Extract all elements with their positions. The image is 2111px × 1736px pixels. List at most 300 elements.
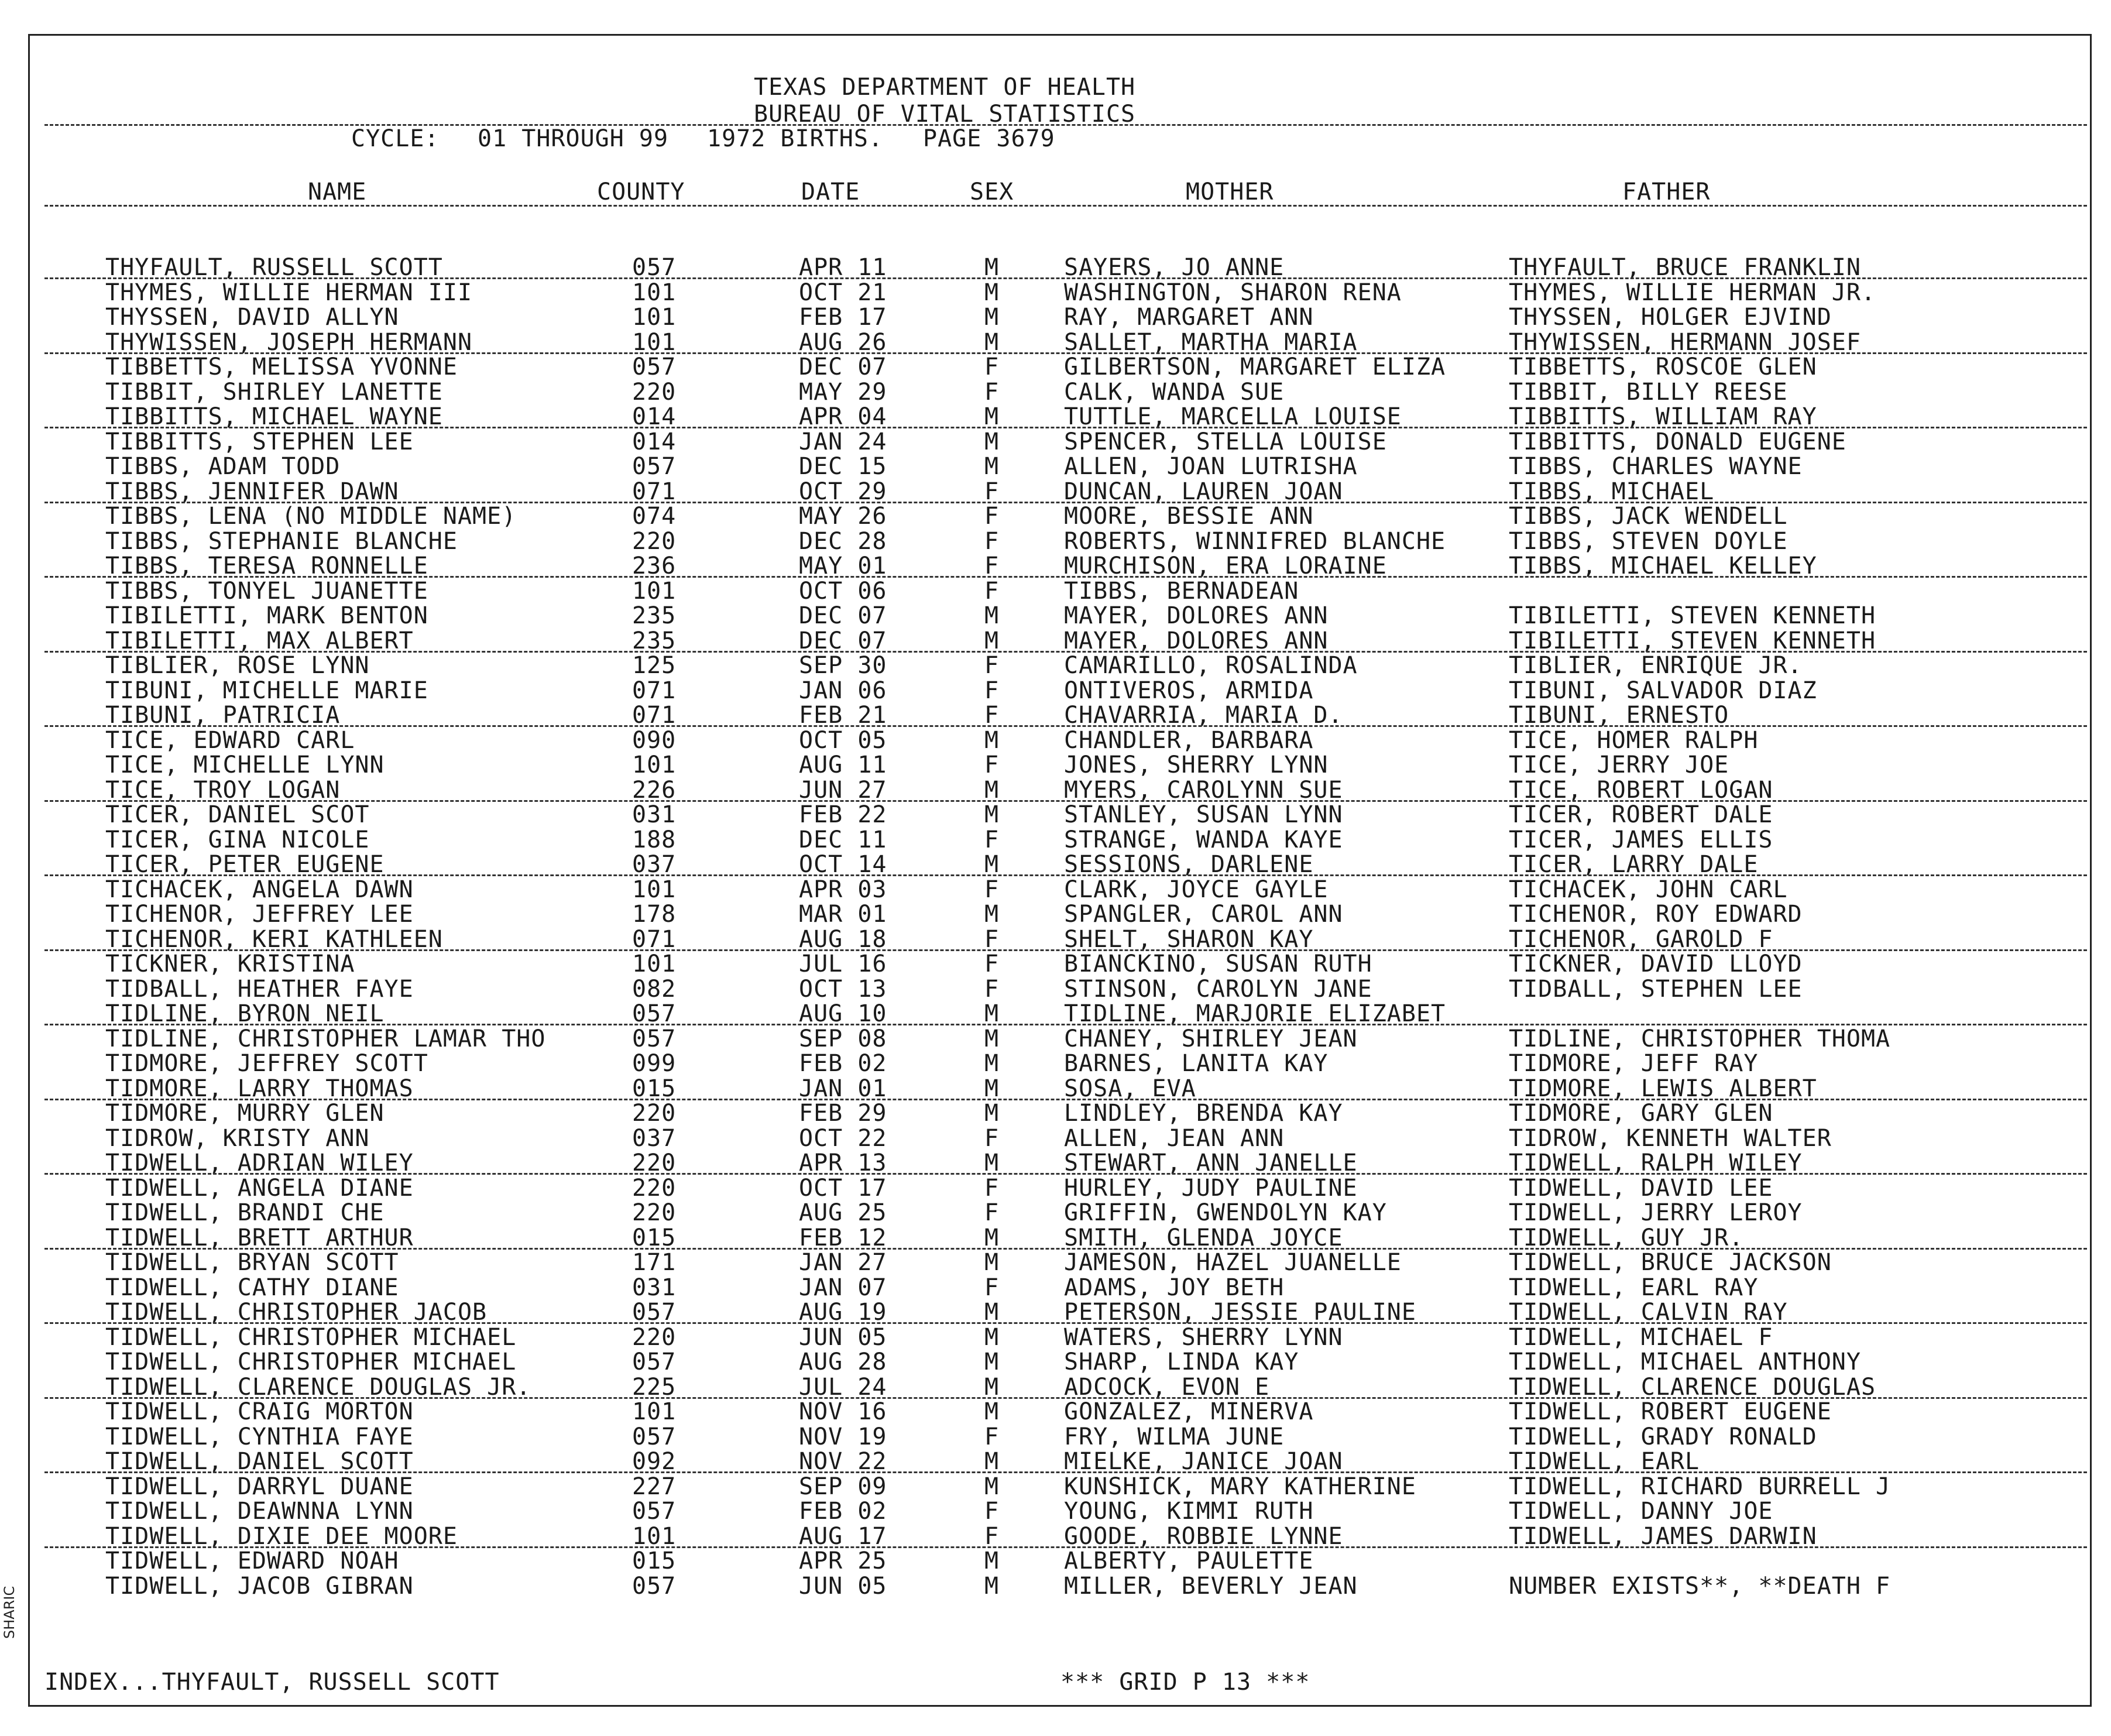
column-header-county: COUNTY xyxy=(597,179,685,205)
table-row xyxy=(0,828,2111,852)
cell-name: TICHACEK, ANGELA DAWN xyxy=(105,876,414,903)
cell-sex: M xyxy=(984,1572,1000,1600)
cell-father: TIBILETTI, STEVEN KENNETH xyxy=(1509,627,1876,654)
cell-county: 225 xyxy=(632,1373,677,1401)
cell-name: TIDWELL, CLARENCE DOUGLAS JR. xyxy=(105,1373,531,1401)
cell-county: 057 xyxy=(632,453,677,480)
cell-father: TIBLIER, ENRIQUE JR. xyxy=(1509,652,1803,679)
cell-father: TICE, JERRY JOE xyxy=(1509,752,1729,778)
cell-date: APR 11 xyxy=(799,254,887,281)
cell-county: 057 xyxy=(632,1299,677,1326)
cell-mother: STEWART, ANN JANELLE xyxy=(1064,1150,1358,1176)
cell-date: DEC 28 xyxy=(799,527,887,555)
cell-sex: F xyxy=(984,652,1000,679)
cell-date: JAN 07 xyxy=(799,1274,887,1301)
cell-county: 015 xyxy=(632,1548,677,1574)
cell-date: OCT 17 xyxy=(799,1174,887,1202)
cell-date: JUL 16 xyxy=(799,951,887,977)
table-row xyxy=(0,1151,2111,1175)
cell-sex: F xyxy=(984,478,1000,505)
cell-mother: ALLEN, JEAN ANN xyxy=(1064,1124,1285,1152)
cell-mother: SALLET, MARTHA MARIA xyxy=(1064,328,1358,356)
cell-county: 101 xyxy=(632,328,677,356)
cell-county: 037 xyxy=(632,851,677,878)
cell-name: TIBBS, LENA (NO MIDDLE NAME) xyxy=(105,503,517,530)
cell-date: MAY 01 xyxy=(799,553,887,579)
cell-father: TIBBIT, BILLY REESE xyxy=(1509,378,1788,406)
table-row xyxy=(0,1101,2111,1126)
cell-name: TIBBETTS, MELISSA YVONNE xyxy=(105,354,458,380)
cell-county: 099 xyxy=(632,1050,677,1077)
table-row xyxy=(0,1524,2111,1549)
cell-county: 092 xyxy=(632,1448,677,1475)
cell-father: THYSSEN, HOLGER EJVIND xyxy=(1509,304,1832,331)
cell-county: 226 xyxy=(632,776,677,804)
cell-sex: M xyxy=(984,1249,1000,1276)
cell-father: TICHENOR, ROY EDWARD xyxy=(1509,901,1803,928)
cell-father: TICE, HOMER RALPH xyxy=(1509,726,1759,754)
table-row xyxy=(0,1176,2111,1200)
cell-date: MAY 26 xyxy=(799,503,887,530)
table-row xyxy=(0,1027,2111,1051)
table-row xyxy=(0,1300,2111,1325)
cell-name: TIDWELL, BRYAN SCOTT xyxy=(105,1249,399,1276)
cell-father: TIBBETTS, ROSCOE GLEN xyxy=(1509,354,1817,380)
cell-date: NOV 16 xyxy=(799,1398,887,1425)
cell-mother: JAMESON, HAZEL JUANELLE xyxy=(1064,1249,1402,1276)
cell-sex: M xyxy=(984,627,1000,654)
cell-name: TIBILETTI, MARK BENTON xyxy=(105,602,428,629)
cell-father: TIDWELL, GUY JR. xyxy=(1509,1224,1744,1251)
cell-county: 236 xyxy=(632,553,677,579)
cell-county: 220 xyxy=(632,378,677,406)
table-row xyxy=(0,330,2111,355)
cell-name: THYMES, WILLIE HERMAN III xyxy=(105,279,473,306)
cell-county: 057 xyxy=(632,1572,677,1600)
cell-mother: MAYER, DOLORES ANN xyxy=(1064,627,1329,654)
cell-father: TIDWELL, ROBERT EUGENE xyxy=(1509,1398,1832,1425)
cell-mother: SOSA, EVA xyxy=(1064,1075,1196,1102)
cell-name: TIBILETTI, MAX ALBERT xyxy=(105,627,414,654)
cell-county: 101 xyxy=(632,752,677,778)
cell-mother: JONES, SHERRY LYNN xyxy=(1064,752,1329,778)
cell-county: 015 xyxy=(632,1224,677,1251)
cell-name: TIDLINE, BYRON NEIL xyxy=(105,1000,385,1027)
cell-father: TICHACEK, JOHN CARL xyxy=(1509,876,1788,903)
cell-sex: F xyxy=(984,826,1000,853)
cell-name: TIBBS, ADAM TODD xyxy=(105,453,341,480)
cell-father: TIDWELL, RALPH WILEY xyxy=(1509,1150,1803,1176)
cell-county: 125 xyxy=(632,652,677,679)
cell-name: TIDWELL, ADRIAN WILEY xyxy=(105,1150,414,1176)
cell-mother: CHANEY, SHIRLEY JEAN xyxy=(1064,1025,1358,1052)
cell-mother: ALLEN, JOAN LUTRISHA xyxy=(1064,453,1358,480)
table-row xyxy=(0,579,2111,603)
cell-date: JAN 01 xyxy=(799,1075,887,1102)
cell-date: DEC 11 xyxy=(799,826,887,853)
cell-county: 031 xyxy=(632,1274,677,1301)
cell-name: TIDWELL, DIXIE DEE MOORE xyxy=(105,1522,458,1550)
cell-date: AUG 28 xyxy=(799,1349,887,1375)
cell-sex: F xyxy=(984,677,1000,704)
cell-county: 057 xyxy=(632,1423,677,1450)
cell-county: 220 xyxy=(632,1150,677,1176)
table-row xyxy=(0,753,2111,777)
cell-father: TICER, LARRY DALE xyxy=(1509,851,1759,878)
table-row xyxy=(0,802,2111,827)
cell-father: TIDWELL, MICHAEL ANTHONY xyxy=(1509,1349,1861,1375)
table-row xyxy=(0,927,2111,952)
cell-sex: F xyxy=(984,752,1000,778)
cell-date: AUG 11 xyxy=(799,752,887,778)
cell-father: TIDWELL, BRUCE JACKSON xyxy=(1509,1249,1832,1276)
cell-father: TIDWELL, CALVIN RAY xyxy=(1509,1299,1788,1326)
cell-mother: TUTTLE, MARCELLA LOUISE xyxy=(1064,403,1402,430)
cell-date: DEC 15 xyxy=(799,453,887,480)
table-row xyxy=(0,1499,2111,1524)
cell-father: TIDROW, KENNETH WALTER xyxy=(1509,1124,1832,1152)
cell-county: 057 xyxy=(632,1025,677,1052)
cell-mother: STINSON, CAROLYN JANE xyxy=(1064,975,1372,1003)
cell-father: TICER, JAMES ELLIS xyxy=(1509,826,1773,853)
cell-father: NUMBER EXISTS**, **DEATH F xyxy=(1509,1572,1891,1600)
cell-name: TICE, EDWARD CARL xyxy=(105,726,355,754)
cell-name: TIDWELL, DEAWNNA LYNN xyxy=(105,1498,414,1525)
cell-father: TICHENOR, GAROLD F xyxy=(1509,925,1773,953)
cell-sex: F xyxy=(984,577,1000,605)
cell-date: FEB 17 xyxy=(799,304,887,331)
cell-mother: YOUNG, KIMMI RUTH xyxy=(1064,1498,1314,1525)
cell-name: TICER, DANIEL SCOT xyxy=(105,801,370,828)
cell-date: OCT 05 xyxy=(799,726,887,754)
cell-sex: F xyxy=(984,1498,1000,1525)
cell-mother: WATERS, SHERRY LYNN xyxy=(1064,1323,1343,1351)
cell-sex: M xyxy=(984,726,1000,754)
cell-date: DEC 07 xyxy=(799,602,887,629)
cell-name: TIDWELL, CYNTHIA FAYE xyxy=(105,1423,414,1450)
cell-county: 057 xyxy=(632,354,677,380)
cell-name: THYWISSEN, JOSEPH HERMANN xyxy=(105,328,473,356)
table-row xyxy=(0,1399,2111,1424)
cycle-label: CYCLE: xyxy=(351,125,440,152)
cell-mother: GONZALEZ, MINERVA xyxy=(1064,1398,1314,1425)
cell-date: FEB 22 xyxy=(799,801,887,828)
cell-mother: SPANGLER, CAROL ANN xyxy=(1064,901,1343,928)
cell-date: AUG 18 xyxy=(799,925,887,953)
cell-mother: SESSIONS, DARLENE xyxy=(1064,851,1314,878)
cell-name: TIDWELL, CHRISTOPHER MICHAEL xyxy=(105,1323,517,1351)
cell-date: MAY 29 xyxy=(799,378,887,406)
column-header-date: DATE xyxy=(801,179,860,205)
cell-sex: M xyxy=(984,1323,1000,1351)
cell-date: OCT 14 xyxy=(799,851,887,878)
cell-county: 090 xyxy=(632,726,677,754)
table-row xyxy=(0,479,2111,504)
cell-name: TIDWELL, ANGELA DIANE xyxy=(105,1174,414,1202)
cell-mother: MAYER, DOLORES ANN xyxy=(1064,602,1329,629)
cell-county: 101 xyxy=(632,279,677,306)
cell-mother: MIELKE, JANICE JOAN xyxy=(1064,1448,1343,1475)
cell-mother: CLARK, JOYCE GAYLE xyxy=(1064,876,1329,903)
cell-sex: F xyxy=(984,975,1000,1003)
cell-date: APR 03 xyxy=(799,876,887,903)
cell-county: 188 xyxy=(632,826,677,853)
cell-mother: FRY, WILMA JUNE xyxy=(1064,1423,1285,1450)
cell-father: TIDBALL, STEPHEN LEE xyxy=(1509,975,1803,1003)
cell-county: 014 xyxy=(632,403,677,430)
cell-name: TIDWELL, CHRISTOPHER JACOB xyxy=(105,1299,488,1326)
table-row xyxy=(0,1126,2111,1151)
cell-name: THYFAULT, RUSSELL SCOTT xyxy=(105,254,443,281)
cell-name: TIDWELL, CATHY DIANE xyxy=(105,1274,399,1301)
cell-name: TIDMORE, MURRY GLEN xyxy=(105,1100,385,1127)
cell-date: APR 13 xyxy=(799,1150,887,1176)
table-row xyxy=(0,355,2111,379)
cell-county: 220 xyxy=(632,1174,677,1202)
cell-sex: F xyxy=(984,925,1000,953)
cell-name: TIBBS, JENNIFER DAWN xyxy=(105,478,399,505)
cell-date: APR 04 xyxy=(799,403,887,430)
table-row xyxy=(0,1275,2111,1300)
cell-father: TIDWELL, EARL xyxy=(1509,1448,1700,1475)
cell-county: 082 xyxy=(632,975,677,1003)
table-row xyxy=(0,629,2111,653)
table-row xyxy=(0,1375,2111,1399)
table-row xyxy=(0,1001,2111,1026)
cell-date: OCT 13 xyxy=(799,975,887,1003)
cell-mother: ROBERTS, WINNIFRED BLANCHE xyxy=(1064,527,1446,555)
cell-sex: M xyxy=(984,328,1000,356)
cell-name: TIDWELL, EDWARD NOAH xyxy=(105,1548,399,1574)
cell-sex: F xyxy=(984,354,1000,380)
cell-sex: M xyxy=(984,1075,1000,1102)
cell-name: TIDMORE, LARRY THOMAS xyxy=(105,1075,414,1102)
page-number: PAGE 3679 xyxy=(923,125,1055,152)
table-row xyxy=(0,1226,2111,1250)
cell-date: AUG 25 xyxy=(799,1199,887,1226)
cell-name: TIBBS, TERESA RONNELLE xyxy=(105,553,428,579)
cell-mother: GRIFFIN, GWENDOLYN KAY xyxy=(1064,1199,1387,1226)
divider xyxy=(44,205,2087,207)
table-row xyxy=(0,1549,2111,1573)
table-row xyxy=(0,1474,2111,1499)
cell-name: TICER, GINA NICOLE xyxy=(105,826,370,853)
cell-name: TIBBITTS, MICHAEL WAYNE xyxy=(105,403,443,430)
cell-date: NOV 19 xyxy=(799,1423,887,1450)
cell-mother: MYERS, CAROLYNN SUE xyxy=(1064,776,1343,804)
cell-sex: F xyxy=(984,702,1000,729)
cell-mother: STANLEY, SUSAN LYNN xyxy=(1064,801,1343,828)
table-row xyxy=(0,1325,2111,1350)
cell-mother: GOODE, ROBBIE LYNNE xyxy=(1064,1522,1343,1550)
table-row xyxy=(0,554,2111,578)
cell-county: 071 xyxy=(632,702,677,729)
cell-name: TIDBALL, HEATHER FAYE xyxy=(105,975,414,1003)
table-row xyxy=(0,454,2111,479)
cell-mother: SMITH, GLENDA JOYCE xyxy=(1064,1224,1343,1251)
cell-father: TIDWELL, JAMES DARWIN xyxy=(1509,1522,1817,1550)
cell-county: 057 xyxy=(632,1349,677,1375)
cell-county: 071 xyxy=(632,925,677,953)
cell-name: TIBLIER, ROSE LYNN xyxy=(105,652,370,679)
cell-date: OCT 06 xyxy=(799,577,887,605)
cell-county: 220 xyxy=(632,527,677,555)
cell-date: JUN 27 xyxy=(799,776,887,804)
cell-name: TICER, PETER EUGENE xyxy=(105,851,385,878)
cell-name: TIBUNI, MICHELLE MARIE xyxy=(105,677,428,704)
table-row xyxy=(0,404,2111,429)
cell-sex: M xyxy=(984,304,1000,331)
bureau-title: BUREAU OF VITAL STATISTICS xyxy=(754,101,1136,128)
cell-name: TIDMORE, JEFFREY SCOTT xyxy=(105,1050,428,1077)
cell-sex: M xyxy=(984,1025,1000,1052)
cell-date: JUL 24 xyxy=(799,1373,887,1401)
cell-sex: M xyxy=(984,428,1000,455)
cell-sex: F xyxy=(984,1423,1000,1450)
cell-sex: M xyxy=(984,602,1000,629)
cell-father: TIBBS, STEVEN DOYLE xyxy=(1509,527,1788,555)
cell-county: 071 xyxy=(632,677,677,704)
cell-date: JAN 06 xyxy=(799,677,887,704)
cell-date: AUG 26 xyxy=(799,328,887,356)
cell-county: 057 xyxy=(632,254,677,281)
cell-name: TIDROW, KRISTY ANN xyxy=(105,1124,370,1152)
cell-mother: STRANGE, WANDA KAYE xyxy=(1064,826,1343,853)
cell-father: TIBBS, CHARLES WAYNE xyxy=(1509,453,1803,480)
cell-mother: ADAMS, JOY BETH xyxy=(1064,1274,1285,1301)
cell-sex: F xyxy=(984,1174,1000,1202)
cell-county: 101 xyxy=(632,951,677,977)
cell-father: TIBBS, MICHAEL KELLEY xyxy=(1509,553,1817,579)
cell-date: SEP 30 xyxy=(799,652,887,679)
cell-date: APR 25 xyxy=(799,1548,887,1574)
cell-sex: M xyxy=(984,801,1000,828)
cell-father: TIBBS, MICHAEL xyxy=(1509,478,1715,505)
cell-date: MAR 01 xyxy=(799,901,887,928)
table-row xyxy=(0,255,2111,280)
cell-father: TIDWELL, CLARENCE DOUGLAS xyxy=(1509,1373,1876,1401)
cell-date: AUG 19 xyxy=(799,1299,887,1326)
cell-father: TIBUNI, SALVADOR DIAZ xyxy=(1509,677,1817,704)
cell-sex: M xyxy=(984,1000,1000,1027)
cell-date: FEB 21 xyxy=(799,702,887,729)
cell-father: TICER, ROBERT DALE xyxy=(1509,801,1773,828)
cell-date: FEB 29 xyxy=(799,1100,887,1127)
table-row xyxy=(0,430,2111,454)
cell-sex: F xyxy=(984,527,1000,555)
cell-sex: M xyxy=(984,776,1000,804)
cell-sex: M xyxy=(984,1224,1000,1251)
cell-mother: TIBBS, BERNADEAN xyxy=(1064,577,1299,605)
cell-sex: M xyxy=(984,851,1000,878)
table-row xyxy=(0,678,2111,703)
cell-mother: BARNES, LANITA KAY xyxy=(1064,1050,1329,1077)
cycle-value: 01 THROUGH 99 xyxy=(478,125,669,152)
cell-mother: ONTIVEROS, ARMIDA xyxy=(1064,677,1314,704)
cell-county: 101 xyxy=(632,304,677,331)
cell-mother: MURCHISON, ERA LORAINE xyxy=(1064,553,1387,579)
column-header-sex: SEX xyxy=(970,179,1014,205)
cell-sex: F xyxy=(984,378,1000,406)
cell-mother: HURLEY, JUDY PAULINE xyxy=(1064,1174,1358,1202)
cell-sex: M xyxy=(984,1299,1000,1326)
cell-sex: F xyxy=(984,1124,1000,1152)
table-row xyxy=(0,1350,2111,1374)
cell-mother: LINDLEY, BRENDA KAY xyxy=(1064,1100,1343,1127)
cell-sex: F xyxy=(984,503,1000,530)
cell-name: TIDWELL, CRAIG MORTON xyxy=(105,1398,414,1425)
cell-father: TIDMORE, GARY GLEN xyxy=(1509,1100,1773,1127)
table-row xyxy=(0,728,2111,753)
cell-sex: M xyxy=(984,1548,1000,1574)
cell-sex: M xyxy=(984,1050,1000,1077)
cell-sex: M xyxy=(984,1349,1000,1375)
cell-date: JUN 05 xyxy=(799,1323,887,1351)
table-row xyxy=(0,877,2111,902)
cell-name: TIDWELL, JACOB GIBRAN xyxy=(105,1572,414,1600)
cell-county: 101 xyxy=(632,876,677,903)
cell-county: 057 xyxy=(632,1498,677,1525)
cell-date: SEP 09 xyxy=(799,1473,887,1500)
table-row xyxy=(0,504,2111,529)
cell-county: 235 xyxy=(632,627,677,654)
table-row xyxy=(0,1200,2111,1225)
table-row xyxy=(0,1449,2111,1474)
cell-father: THYWISSEN, HERMANN JOSEF xyxy=(1509,328,1861,356)
cell-county: 220 xyxy=(632,1199,677,1226)
cell-county: 037 xyxy=(632,1124,677,1152)
cell-mother: KUNSHICK, MARY KATHERINE xyxy=(1064,1473,1416,1500)
cell-mother: DUNCAN, LAUREN JOAN xyxy=(1064,478,1343,505)
cell-county: 071 xyxy=(632,478,677,505)
cell-mother: SHELT, SHARON KAY xyxy=(1064,925,1314,953)
cell-sex: F xyxy=(984,876,1000,903)
department-title: TEXAS DEPARTMENT OF HEALTH xyxy=(754,74,1136,101)
table-row xyxy=(0,952,2111,976)
table-row xyxy=(0,529,2111,554)
cell-sex: M xyxy=(984,1150,1000,1176)
cell-mother: BIANCKINO, SUSAN RUTH xyxy=(1064,951,1372,977)
cell-mother: CHAVARRIA, MARIA D. xyxy=(1064,702,1343,729)
cell-county: 101 xyxy=(632,577,677,605)
cell-sex: M xyxy=(984,279,1000,306)
table-row xyxy=(0,778,2111,802)
cell-name: TIDWELL, CHRISTOPHER MICHAEL xyxy=(105,1349,517,1375)
cell-sex: F xyxy=(984,1274,1000,1301)
cell-name: TIBBIT, SHIRLEY LANETTE xyxy=(105,378,443,406)
table-row xyxy=(0,1574,2111,1598)
table-row xyxy=(0,703,2111,728)
table-row xyxy=(0,603,2111,628)
cell-date: SEP 08 xyxy=(799,1025,887,1052)
births-label: 1972 BIRTHS. xyxy=(707,125,883,152)
cell-father: TICKNER, DAVID LLOYD xyxy=(1509,951,1803,977)
column-header-father: FATHER xyxy=(1622,179,1711,205)
cell-name: THYSSEN, DAVID ALLYN xyxy=(105,304,399,331)
table-row xyxy=(0,653,2111,678)
cell-county: 178 xyxy=(632,901,677,928)
cell-name: TICE, MICHELLE LYNN xyxy=(105,752,385,778)
cell-father: THYFAULT, BRUCE FRANKLIN xyxy=(1509,254,1861,281)
cell-date: FEB 12 xyxy=(799,1224,887,1251)
cell-sex: M xyxy=(984,1100,1000,1127)
cell-county: 057 xyxy=(632,1000,677,1027)
grid-footer: *** GRID P 13 *** xyxy=(1060,1669,1310,1696)
column-header-mother: MOTHER xyxy=(1186,179,1274,205)
cell-date: DEC 07 xyxy=(799,354,887,380)
cell-father: TIDWELL, JERRY LEROY xyxy=(1509,1199,1803,1226)
cell-mother: RAY, MARGARET ANN xyxy=(1064,304,1314,331)
